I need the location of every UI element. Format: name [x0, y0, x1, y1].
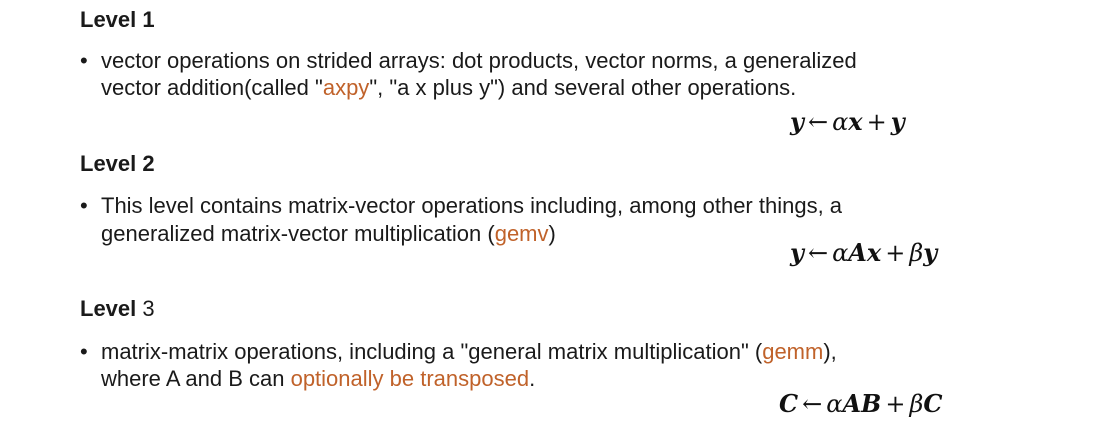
level1-formula [790, 108, 905, 136]
level2-heading: Level 2 [80, 151, 155, 176]
formula-var: y [923, 238, 938, 267]
level3-bullet: • [80, 339, 88, 364]
level3-text-line2 [101, 366, 535, 392]
formula-coef-beta: β [909, 239, 924, 267]
level3-heading [80, 296, 155, 322]
level3-text-line1 [101, 339, 837, 365]
formula-coef-alpha: α [826, 390, 843, 418]
level3-heading-num: 3 [142, 296, 155, 321]
formula-var: Ax [848, 238, 882, 267]
formula-lhs: C [779, 389, 799, 418]
level1-heading: Level 1 [80, 7, 155, 32]
gemm-highlight: gemm [762, 339, 824, 364]
formula-var: AB [842, 389, 882, 418]
level1-bullet: • [80, 48, 88, 73]
formula-plus: + [885, 239, 906, 267]
level2-text-line1: This level contains matrix-vector operations including, among other things, a [101, 193, 843, 218]
formula-arrow: ← [807, 239, 829, 267]
level1-text-line2 [101, 75, 796, 101]
axpy-highlight: axpy [322, 75, 370, 100]
formula-var: C [923, 389, 943, 418]
level3-line2-after: . [529, 366, 536, 391]
formula-var: x [848, 107, 863, 136]
formula-coef-alpha: α [832, 239, 849, 267]
level3-heading-word: Level [80, 296, 137, 321]
level2-text-line2 [101, 221, 556, 247]
level2-formula [790, 239, 937, 267]
level3-line1-before: matrix-matrix operations, including a "general matrix multiplication" ( [101, 339, 763, 364]
formula-arrow: ← [807, 108, 829, 136]
formula-coef-alpha: α [832, 108, 849, 136]
level2-bullet: • [80, 193, 88, 218]
level1-line2-before: vector addition(called " [101, 75, 323, 100]
formula-plus: + [866, 108, 887, 136]
transposed-highlight: optionally be transposed [290, 366, 530, 391]
formula-arrow: ← [802, 390, 823, 418]
formula-coef-beta: β [909, 390, 924, 418]
formula-var: y [890, 107, 905, 136]
level2-line2-before: generalized matrix-vector multiplication ( [101, 221, 495, 246]
level1-line2-after: ", "a x plus y") and several other operations. [369, 75, 797, 100]
level2-line2-after: ) [548, 221, 556, 246]
formula-lhs: y [790, 107, 804, 136]
level3-line1-after: ), [823, 339, 837, 364]
level1-text-line1: vector operations on strided arrays: dot products, vector norms, a generalized [101, 48, 857, 73]
formula-lhs: y [790, 238, 804, 267]
level3-line2-before: where A and B can [101, 366, 291, 391]
level3-formula [779, 390, 942, 418]
formula-plus: + [885, 390, 906, 418]
gemv-highlight: gemv [494, 221, 549, 246]
